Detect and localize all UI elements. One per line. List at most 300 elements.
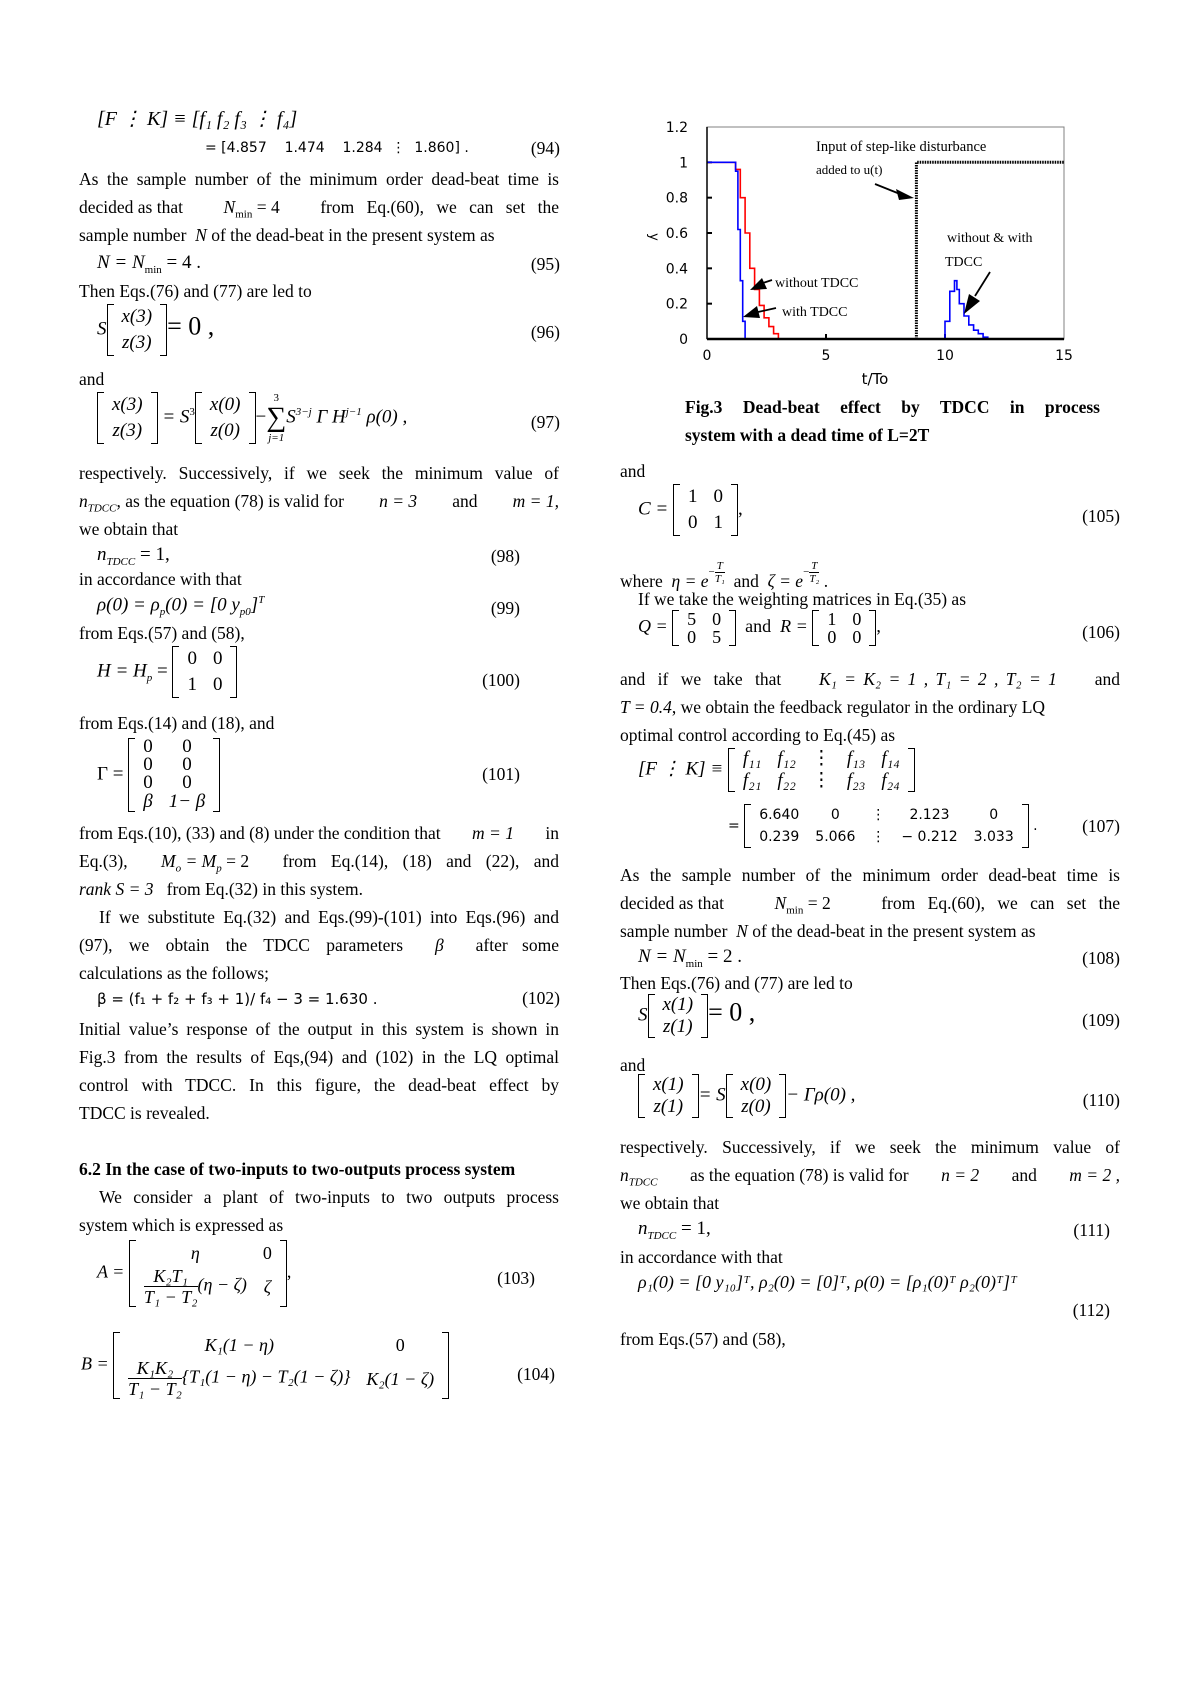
text-span: where xyxy=(620,571,663,592)
equation-number: (111) xyxy=(1073,1220,1110,1240)
matrix-cell: f₂₄ xyxy=(881,770,900,791)
fraction xyxy=(809,560,819,585)
arrowhead-icon xyxy=(896,189,914,200)
equation-106 xyxy=(638,610,881,646)
math-span: Γ H xyxy=(316,406,346,428)
math-span: ζ = e xyxy=(767,571,804,592)
y-tick-label: 0.6 xyxy=(665,226,688,242)
text-line: TDCC is revealed. xyxy=(79,1103,210,1123)
denominator: T₁ xyxy=(714,573,725,585)
math-span: R = xyxy=(780,616,808,637)
math-span: (η − ζ) xyxy=(197,1274,247,1295)
text-span: and xyxy=(1094,669,1120,689)
equation-97 xyxy=(97,392,407,444)
matrix-cell: x(1) xyxy=(662,994,694,1015)
matrix-cell: 0 xyxy=(827,627,837,647)
matrix-cell: x(3) xyxy=(112,394,143,415)
text-line: Then Eqs.(76) and (77) are led to xyxy=(79,281,312,301)
text-span: from Eq.(14), (18) and (22), and xyxy=(282,851,559,871)
f3-value: 1.284 xyxy=(342,140,383,156)
annotation-disturbance-line1: Input of step-like disturbance xyxy=(816,139,987,155)
equation-number: (112) xyxy=(1072,1300,1110,1320)
figure-caption-line2: system with a dead time of L=2T xyxy=(685,425,930,445)
f4-value: 1.860 xyxy=(414,140,455,156)
math-span: K₁ = K₂ = 1 , T₁ = 2 , T₂ = 1 xyxy=(819,669,1057,689)
matrix-cell: β xyxy=(143,791,153,812)
matrix-cell: 0.239 xyxy=(759,829,800,845)
math-sub: TDCC xyxy=(628,1176,658,1189)
denominator: T₁ − T₂ xyxy=(143,1287,198,1307)
math-sup: T xyxy=(258,594,265,606)
text-span: from Eqs.(10), (33) and (8) under the condition that xyxy=(79,823,441,843)
math-sub: p0 xyxy=(239,606,251,619)
matrix-cell: 5 xyxy=(712,627,722,647)
math-sub: p xyxy=(159,606,166,619)
annotation-with-tdcc: with TDCC xyxy=(782,305,848,320)
math-span: η = e xyxy=(671,571,709,592)
matrix-cell: f₁₃ xyxy=(846,748,866,769)
text-span: , as the equation (78) is valid for xyxy=(116,491,344,511)
matrix-cell: x(1) xyxy=(653,1074,684,1095)
matrix-cell: z(0) xyxy=(210,420,240,441)
text-span: of the dead-beat in the present system as xyxy=(752,921,1036,941)
vector xyxy=(638,1074,699,1118)
equation-number: (95) xyxy=(530,254,560,274)
math-span: [F ⋮ K] ≡ xyxy=(638,758,724,780)
text-line: and xyxy=(620,1055,646,1075)
math-var: N xyxy=(774,893,787,913)
math-sub: min xyxy=(144,263,162,276)
arrowhead-icon xyxy=(964,294,980,314)
math-span: = 1, xyxy=(681,1218,711,1239)
matrix-cell: 0 xyxy=(212,674,223,695)
text-line: If we substitute Eq.(32) and Eqs.(99)-(101) into Eqs.(96) and xyxy=(99,907,559,927)
x-tick-label: 5 xyxy=(821,348,831,364)
text-line: in accordance with that xyxy=(79,569,242,589)
text-line xyxy=(79,822,559,844)
matrix-cell: x(3) xyxy=(121,306,153,327)
equation-number: (109) xyxy=(1082,1010,1120,1030)
math-span: = 2 xyxy=(807,893,831,913)
math-sup: 3 xyxy=(189,406,195,419)
math-span: Q = xyxy=(638,616,668,637)
matrix-cell: 5.066 xyxy=(815,829,856,845)
matrix xyxy=(812,610,876,646)
math-span: H = H xyxy=(97,660,147,682)
math-var: S xyxy=(638,1004,648,1026)
matrix-cell: 0 xyxy=(143,772,153,793)
matrix-cell: 1 xyxy=(713,512,723,533)
math-span: − xyxy=(255,406,267,428)
f2-value: 1.474 xyxy=(284,140,325,156)
numerator: K₂T₁ xyxy=(144,1266,198,1287)
text-span: after some xyxy=(475,935,559,955)
equation-102: β = (f₁ + f₂ + f₃ + 1)/ f₄ − 3 = 1.630 . xyxy=(97,990,378,1008)
matrix-cell: z(3) xyxy=(112,420,143,441)
matrix-cell: 0 xyxy=(852,627,862,647)
matrix xyxy=(172,646,237,698)
math-span: = 2 xyxy=(226,851,250,871)
text-line: we obtain that xyxy=(620,1193,720,1213)
math-sub: o xyxy=(175,862,182,875)
equation-103 xyxy=(97,1240,291,1307)
arrow-disturbance xyxy=(875,184,900,194)
text-span: and xyxy=(452,491,478,511)
text-line: If we take the weighting matrices in Eq.(35) as xyxy=(638,589,967,609)
numerator: T xyxy=(811,560,818,572)
text-span: and xyxy=(733,571,759,592)
series-line-step-like-disturbance xyxy=(916,162,1064,339)
matrix-cell: x(0) xyxy=(740,1074,772,1095)
text-line xyxy=(620,892,1120,922)
math-span: (0) = [0 y xyxy=(165,594,240,616)
equation-number: (103) xyxy=(497,1268,535,1288)
exponent: − T T₁ xyxy=(708,560,725,585)
matrix-cell: 3.033 xyxy=(973,829,1014,845)
arrow-with xyxy=(758,308,776,312)
math-span: , xyxy=(738,498,743,520)
matrix-cell: 0 xyxy=(395,1335,405,1355)
math-sub: TDCC xyxy=(106,555,136,568)
math-sup: j−1 xyxy=(345,406,362,419)
math-sub: p xyxy=(216,862,222,875)
math-var: S xyxy=(97,318,107,340)
math-span: A = xyxy=(97,1261,125,1282)
math-span: = xyxy=(152,660,168,682)
math-span: ρ(0) = ρ xyxy=(97,594,160,616)
equation-108 xyxy=(638,946,742,970)
equation-101 xyxy=(97,738,220,812)
text-line xyxy=(79,224,495,246)
sum-upper: 3 xyxy=(273,392,279,404)
matrix-cell: 0 xyxy=(187,648,197,669)
text-span: (97), we obtain the TDCC parameters xyxy=(79,935,404,955)
math-span xyxy=(620,1164,658,1194)
math-span: = 0 , xyxy=(167,311,215,341)
math-var: n xyxy=(620,1165,629,1185)
math-span: − Γρ(0) , xyxy=(786,1084,856,1106)
text-line: from Eqs.(14) and (18), and xyxy=(79,713,275,733)
text-span: in xyxy=(545,823,559,843)
y-tick-label: 0.2 xyxy=(665,296,688,313)
equation-107-values: = 6.640 0 ⋮ 2.123 0 0.239 5.066 ⋮ − 0.212 3.033 . xyxy=(728,804,1038,848)
text-span: sample number xyxy=(79,225,187,245)
matrix-cell: x(0) xyxy=(209,394,241,415)
equation-110 xyxy=(638,1074,855,1118)
summation xyxy=(266,392,286,444)
section-heading: 6.2 In the case of two-inputs to two-outputs process system xyxy=(79,1159,516,1179)
matrix-cell: 5 xyxy=(687,609,697,629)
text-line: As the sample number of the minimum order dead-beat time is xyxy=(79,169,559,189)
matrix-cell: f₁₁ xyxy=(742,748,762,769)
equation-96 xyxy=(97,304,214,356)
math-span: = 4 . xyxy=(166,252,202,273)
math-span: = 1, xyxy=(140,544,170,565)
x-tick-label: 15 xyxy=(1055,348,1073,364)
math-span: rank S = 3 xyxy=(79,879,154,899)
text-line: respectively. Successively, if we seek the minimum value of xyxy=(79,463,559,483)
math-sub: TDCC xyxy=(87,502,117,515)
math-span: Γ = xyxy=(97,763,124,785)
math-span: ] xyxy=(250,594,259,616)
matrix-cell: z(1) xyxy=(663,1016,693,1037)
text-line xyxy=(620,696,1045,718)
text-line xyxy=(620,920,1036,942)
equation-100 xyxy=(97,646,237,698)
matrix xyxy=(129,1240,287,1307)
y-tick-label: 1.2 xyxy=(665,120,688,136)
equation-number: (105) xyxy=(1082,506,1120,526)
text-line xyxy=(620,668,1120,690)
x-axis-label: t/To xyxy=(861,370,889,388)
equation-94-values: = [4.857 1.474 1.284 ⋮ 1.860] . xyxy=(205,140,469,156)
matrix-cell: 0 xyxy=(262,1243,272,1263)
math-var: N xyxy=(223,197,236,217)
text-line: calculations as the follows; xyxy=(79,963,270,983)
equation-94-lhs: [F ⋮ K] ≡ [f₁ f₂ f₃ ⋮ f₄] xyxy=(97,108,298,130)
matrix-cell: z(0) xyxy=(741,1096,771,1117)
math-span: C = xyxy=(638,498,669,520)
y-tick-label: 0 xyxy=(679,332,688,348)
math-sup: 3−j xyxy=(295,406,312,419)
math-sub: min xyxy=(235,208,253,221)
math-span: N = N xyxy=(638,946,686,967)
equation-109 xyxy=(638,994,755,1038)
arrowhead-icon xyxy=(743,306,760,318)
annotation-without-tdcc: without TDCC xyxy=(775,276,859,291)
text-span: from Eq.(60), we can set the xyxy=(881,893,1120,913)
math-span: T = 0.4 xyxy=(620,697,672,717)
matrix-cell: 0 xyxy=(712,609,722,629)
math-span xyxy=(161,850,249,880)
text-line: optimal control according to Eq.(45) as xyxy=(620,725,896,745)
matrix xyxy=(744,804,1029,848)
numerator: K₁K₂ xyxy=(128,1358,182,1379)
math-sub: min xyxy=(685,957,703,970)
math-sub: p xyxy=(146,672,153,685)
math-var: N xyxy=(195,225,207,245)
equation-number: (102) xyxy=(522,988,560,1008)
math-span: = 4 xyxy=(256,197,280,217)
text-span: from Eq.(32) in this system. xyxy=(166,879,364,899)
equation-112: ρ₁(0) = [0 y₁₀]ᵀ, ρ₂(0) = [0]ᵀ, ρ(0) = [ρ₁(0)ᵀ ρ₂(0)ᵀ]ᵀ xyxy=(638,1272,1017,1292)
matrix xyxy=(113,1332,449,1399)
matrix-cell: ⋮ xyxy=(811,770,831,791)
matrix xyxy=(672,610,736,646)
fraction xyxy=(144,1266,198,1307)
matrix-cell: 1 xyxy=(187,674,197,695)
matrix-cell: − 0.212 xyxy=(901,829,958,845)
math-span: {T₁(1 − η) − T₂(1 − ζ)} xyxy=(181,1366,351,1387)
annotation-disturbance-line2: added to u(t) xyxy=(816,162,883,177)
text-line: Then Eqs.(76) and (77) are led to xyxy=(620,973,853,993)
matrix-cell: K₂(1 − ζ) xyxy=(366,1368,435,1389)
text-span: , we obtain the feedback regulator in the ordinary LQ xyxy=(671,697,1046,717)
equation-99 xyxy=(97,594,264,618)
equation-number: (104) xyxy=(517,1364,555,1384)
text-line: control with TDCC. In this figure, the dead-beat effect by xyxy=(79,1075,559,1095)
annotation-both-line1: without & with xyxy=(947,231,1033,246)
text-line: from Eqs.(57) and (58), xyxy=(79,623,245,643)
matrix-cell: ⋮ xyxy=(871,807,886,823)
text-line: and xyxy=(620,461,646,481)
matrix-cell: 0 xyxy=(687,627,697,647)
text-line: from Eqs.(57) and (58), xyxy=(620,1329,786,1349)
figure-3-chart xyxy=(600,100,1100,390)
matrix-cell: ⋮ xyxy=(871,829,886,845)
y-axis-label: y xyxy=(646,233,661,241)
text-line: and xyxy=(79,369,105,389)
matrix-cell: f₁₂ xyxy=(777,748,796,769)
math-span xyxy=(224,196,280,226)
math-span xyxy=(775,892,831,922)
math-sub: TDCC xyxy=(647,1229,677,1242)
text-line xyxy=(620,1164,1120,1194)
matrix-cell: f₂₂ xyxy=(777,770,796,791)
math-span: = 0 , xyxy=(708,997,756,1027)
vector xyxy=(726,1074,787,1118)
equation-number: (97) xyxy=(530,412,560,432)
y-tick-label: 0.8 xyxy=(665,190,688,207)
sum-symbol: ∑ xyxy=(266,402,287,433)
text-span: Eq.(3), xyxy=(79,851,128,871)
math-var: N xyxy=(736,921,748,941)
matrix-cell: ζ xyxy=(263,1276,272,1297)
text-line xyxy=(79,490,559,520)
math-span xyxy=(79,490,344,520)
f1-value: 4.857 xyxy=(226,140,267,156)
text-line xyxy=(79,878,363,900)
math-span: = S xyxy=(698,1084,726,1106)
arrow-both xyxy=(975,272,990,296)
matrix-cell: 1 xyxy=(688,486,698,507)
text-span: and xyxy=(745,616,772,637)
matrix-cell: 1− β xyxy=(168,791,206,812)
equation-number: (100) xyxy=(482,670,520,690)
matrix xyxy=(728,748,915,792)
matrix-cell: 0 xyxy=(830,807,840,823)
equation-number: (98) xyxy=(490,546,520,566)
text-line xyxy=(79,196,559,226)
math-span: N = N xyxy=(97,252,145,273)
annotation-both-line2: TDCC xyxy=(945,255,983,270)
text-line: we obtain that xyxy=(79,519,179,539)
matrix-cell: 2.123 xyxy=(909,807,950,823)
equation-111 xyxy=(638,1218,711,1242)
matrix-cell: f₁₄ xyxy=(881,748,900,769)
equation-number: (96) xyxy=(530,322,560,342)
fraction xyxy=(715,560,725,585)
vector xyxy=(648,994,709,1038)
matrix-cell: 0 xyxy=(212,648,223,669)
text-line xyxy=(79,850,559,880)
math-span: m = 1, xyxy=(512,491,559,511)
matrix-cell: 0 xyxy=(989,807,999,823)
matrix-cell: K₁(1 − η) xyxy=(204,1335,274,1355)
matrix-cell: 0 xyxy=(852,609,862,629)
text-line: system which is expressed as xyxy=(79,1215,284,1235)
vector xyxy=(107,304,168,356)
denominator: T₁ − T₂ xyxy=(128,1379,182,1399)
fraction xyxy=(128,1358,182,1399)
equation-95 xyxy=(97,252,201,276)
matrix-cell: ⋮ xyxy=(811,748,831,769)
matrix-cell: f₂₃ xyxy=(846,770,866,791)
matrix-cell: 0 xyxy=(143,736,153,757)
math-var: n xyxy=(97,544,107,565)
text-line: in accordance with that xyxy=(620,1247,783,1267)
math-span: = S xyxy=(162,406,190,428)
equation-105 xyxy=(638,484,743,536)
math-sub: min xyxy=(786,904,804,917)
math-span: = M xyxy=(185,851,217,871)
equation-number: (107) xyxy=(1082,816,1120,836)
text-span: decided as that xyxy=(79,197,183,217)
math-span: , xyxy=(876,616,881,637)
text-span: and if we take that xyxy=(620,669,782,689)
equation-98 xyxy=(97,544,170,568)
arrowhead-icon xyxy=(750,278,767,290)
matrix-cell: 0 xyxy=(713,486,723,507)
equation-number: (99) xyxy=(490,598,520,618)
math-span: B = xyxy=(81,1353,109,1374)
sum-lower: j=1 xyxy=(268,432,285,444)
equation-104 xyxy=(81,1332,449,1399)
math-var: M xyxy=(161,851,176,871)
text-span: . xyxy=(823,571,829,592)
matrix-cell: 0 xyxy=(688,512,698,533)
matrix-cell: 0 xyxy=(182,736,192,757)
equation-number: (94) xyxy=(530,138,560,158)
matrix xyxy=(673,484,738,536)
matrix-cell: η xyxy=(190,1243,200,1263)
numerator: T xyxy=(716,560,723,572)
matrix-cell: z(3) xyxy=(122,332,152,353)
math-span: , xyxy=(286,1261,292,1282)
y-tick-label: 1 xyxy=(679,155,688,172)
matrix xyxy=(128,738,220,812)
text-line: Fig.3 from the results of Eqs,(94) and (102) in the LQ optimal xyxy=(79,1047,559,1067)
matrix-cell: z(1) xyxy=(653,1096,684,1117)
text-span: and xyxy=(1011,1165,1037,1185)
y-tick-label: 0.4 xyxy=(665,261,688,278)
text-line: As the sample number of the minimum order dead-beat time is xyxy=(620,865,1120,885)
y-axis-ticks xyxy=(666,120,712,348)
math-span: n = 3 xyxy=(379,491,418,511)
equation-107-symbolic xyxy=(638,748,915,792)
math-span: m = 2 , xyxy=(1069,1165,1120,1185)
math-span: m = 1 xyxy=(472,823,514,843)
vector xyxy=(195,392,256,444)
math-var: β xyxy=(434,935,444,955)
equation-number: (106) xyxy=(1082,622,1120,642)
equation-number: (110) xyxy=(1082,1090,1120,1110)
exponent: − T T₂ xyxy=(803,560,820,585)
text-line: respectively. Successively, if we seek the minimum value of xyxy=(620,1137,1120,1157)
figure-caption-line1: Fig.3 Dead-beat effect by TDCC in process xyxy=(685,397,1100,417)
text-span: decided as that xyxy=(620,893,724,913)
matrix-cell: f₂₁ xyxy=(742,770,762,791)
matrix-cell: 0 xyxy=(182,754,192,775)
text-span: from Eq.(60), we can set the xyxy=(320,197,559,217)
denominator: T₂ xyxy=(809,573,820,585)
vector xyxy=(97,392,158,444)
equation-number: (101) xyxy=(482,764,520,784)
math-var: S xyxy=(286,406,296,428)
x-tick-label: 10 xyxy=(936,348,954,364)
text-span: of the dead-beat in the present system as xyxy=(211,225,495,245)
matrix-cell: 0 xyxy=(143,754,153,775)
